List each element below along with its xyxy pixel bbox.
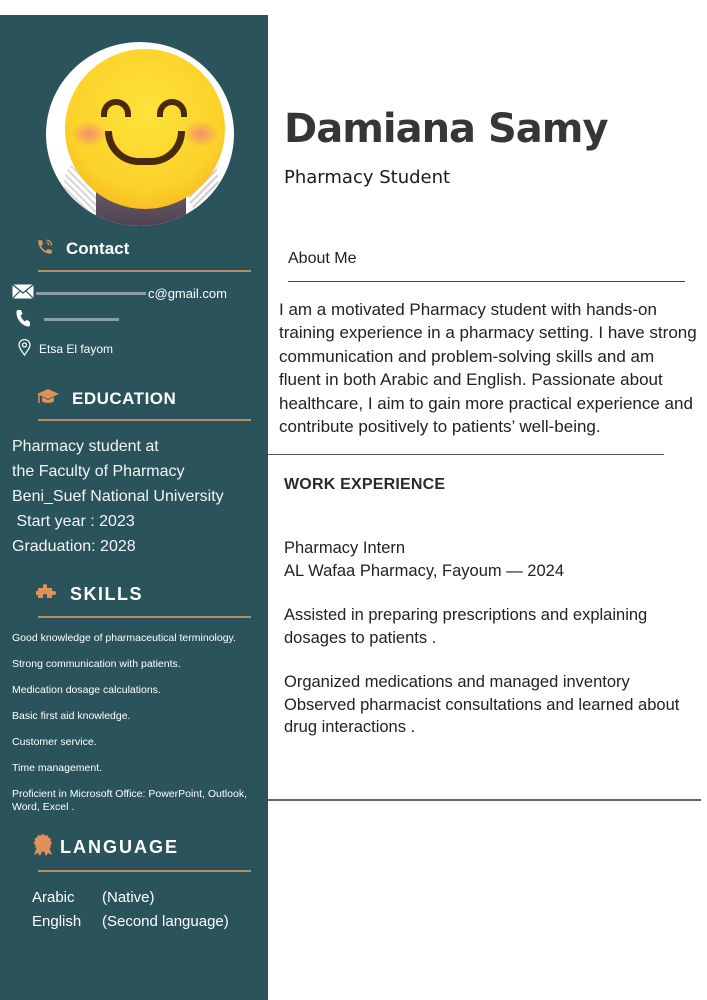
- candidate-title: Pharmacy Student: [284, 167, 451, 188]
- section-divider: [268, 454, 664, 455]
- work-position: Pharmacy Intern: [284, 539, 406, 558]
- email-visible-suffix: c@gmail.com: [148, 285, 227, 301]
- emoji-cheek: [71, 121, 107, 147]
- emoji-eye: [157, 99, 187, 117]
- email-redacted: [36, 292, 146, 295]
- education-details: [0, 434, 268, 559]
- work-duties: [268, 671, 707, 739]
- language-heading: [0, 834, 268, 860]
- phone-ring-icon: [36, 238, 54, 261]
- language-level: (Native): [102, 889, 155, 906]
- location-text: Etsa El fayom: [39, 342, 114, 356]
- work-employer: AL Wafaa Pharmacy, Fayoum — 2024: [284, 561, 565, 580]
- phone-icon: [16, 309, 30, 330]
- sidebar-content: [0, 236, 268, 934]
- emoji-mouth: [105, 131, 185, 165]
- work-duty: Observed pharmacist consultations and learned about drug interactions .: [284, 695, 680, 737]
- contact-heading: [0, 236, 268, 262]
- language-name: English: [32, 913, 82, 930]
- bottom-divider: [268, 799, 701, 801]
- education-heading-label: EDUCATION: [72, 389, 177, 408]
- about-heading: About Me: [288, 250, 357, 267]
- award-badge-icon: [32, 833, 54, 862]
- work-heading: WORK EXPERIENCE: [284, 476, 446, 494]
- graduation-cap-icon: [36, 388, 60, 411]
- profile-photo: [46, 42, 234, 226]
- language-heading-label: LANGUAGE: [60, 836, 179, 857]
- contact-phone[interactable]: [0, 308, 268, 330]
- skills-heading-label: SKILLS: [70, 583, 144, 604]
- skills-list: [0, 632, 268, 814]
- education-line: Pharmacy student at: [12, 438, 159, 455]
- education-heading: [0, 386, 268, 412]
- language-item: [0, 886, 268, 910]
- language-level: (Second language): [102, 913, 229, 930]
- contact-divider: [38, 270, 251, 272]
- language-item: [0, 910, 268, 934]
- work-duty: Organized medications and managed inventory: [284, 673, 630, 692]
- contact-location: [0, 338, 268, 360]
- contact-heading-label: Contact: [66, 239, 130, 258]
- language-name: Arabic: [32, 889, 75, 906]
- education-line: Start year : 2023: [12, 513, 135, 530]
- skill-item: Time management.: [12, 762, 103, 774]
- emoji-eye: [101, 99, 131, 117]
- phone-redacted: [44, 318, 119, 321]
- work-duty: Assisted in preparing prescriptions and explaining dosages to patients .: [284, 606, 648, 647]
- emoji-cheek: [183, 121, 219, 147]
- location-pin-icon: [18, 339, 31, 359]
- contact-email[interactable]: [0, 282, 268, 304]
- about-text: I am a motivated Pharmacy student with hands-on training experience in a pharmacy setting. I have strong communication and problem-solving skills and am fluent in both Arabic and English. Passionate about healthcare, I aim to gain more practical experience and contribute positively to patients’ well-being.: [279, 300, 697, 437]
- skill-item: Strong communication with patients.: [12, 658, 181, 670]
- smiling-face-emoji-icon: [65, 49, 225, 209]
- language-divider: [38, 870, 251, 872]
- skills-heading: [0, 581, 268, 607]
- skills-divider: [38, 616, 251, 618]
- skill-item: Good knowledge of pharmaceutical terminology.: [12, 632, 236, 644]
- education-line: Graduation: 2028: [12, 538, 136, 555]
- education-divider: [38, 419, 251, 421]
- envelope-icon: [12, 284, 34, 302]
- about-divider: [288, 281, 685, 282]
- main-content: [268, 0, 707, 801]
- skill-item: Basic first aid knowledge.: [12, 710, 131, 722]
- skill-item: Medication dosage calculations.: [12, 684, 161, 696]
- education-line: the Faculty of Pharmacy: [12, 463, 185, 480]
- education-line: Beni_Suef National University: [12, 488, 224, 505]
- puzzle-icon: [36, 584, 58, 605]
- skill-item: Proficient in Microsoft Office: PowerPoint, Outlook, Word, Excel .: [12, 788, 247, 813]
- work-entry-header: [268, 537, 707, 582]
- skill-item: Customer service.: [12, 736, 97, 748]
- candidate-name: Damiana Samy: [284, 106, 608, 152]
